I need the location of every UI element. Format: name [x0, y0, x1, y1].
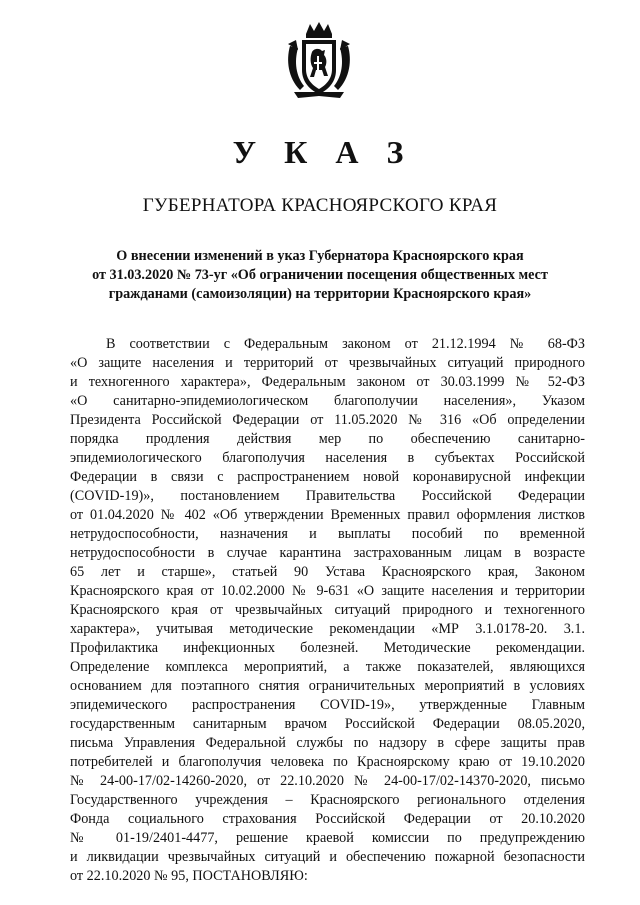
document-subject	[60, 247, 580, 304]
body-line: потребителей и благополучия человека по Красноярскому краю от 19.10.2020	[70, 754, 585, 770]
body-line: Государственного учреждения – Красноярского регионального отделения	[70, 792, 585, 808]
document-body	[70, 335, 585, 886]
subject-line: О внесении изменений в указ Губернатора Красноярского края	[116, 248, 524, 264]
body-line: Фонда социального страхования Российской Федерации от 20.10.2020	[70, 811, 585, 827]
body-line: государственным санитарным врачом Российской Федерации 08.05.2020,	[70, 716, 585, 732]
body-line: порядка продления действия мер по обеспечению санитарно-	[70, 431, 585, 447]
body-line: 65 лет и старше», статьей 90 Устава Красноярского края, Законом	[70, 564, 585, 580]
subject-line: от 31.03.2020 № 73-уг «Об ограничении посещения общественных мест	[92, 267, 548, 283]
body-line: Президента Российской Федерации от 11.05.2020 № 316 «Об определении	[70, 412, 585, 428]
body-line: Красноярского края от 10.02.2000 № 9-631 «О защите населения и территории	[70, 583, 585, 599]
coat-of-arms-icon	[284, 20, 354, 102]
document-type-title: У К А З	[232, 134, 414, 170]
body-line: Определение комплекса мероприятий, а также показателей, являющихся	[70, 659, 585, 675]
body-line: «О защите населения и территорий от чрезвычайных ситуаций природного	[70, 355, 585, 371]
body-line: Профилактика инфекционных болезней. Методические рекомендации.	[70, 640, 585, 656]
body-line: Красноярского края от чрезвычайных ситуаций природного и техногенного	[70, 602, 585, 618]
body-line: и ликвидации чрезвычайных ситуаций и обеспечению пожарной безопасности	[70, 849, 585, 865]
body-line: эпидемического распространения COVID-19», утвержденные Главным	[70, 697, 585, 713]
body-line: № 01-19/2401-4477, решение краевой комиссии по предупреждению	[70, 830, 585, 846]
body-line: эпидемиологического благополучия населения в субъектах Российской	[70, 450, 585, 466]
body-line: «О санитарно-эпидемиологическом благополучии населения», Указом	[70, 393, 585, 409]
subject-line: гражданами (самоизоляции) на территории Красноярского края»	[108, 286, 532, 302]
body-line: (COVID-19)», постановлением Правительства Российской Федерации	[70, 488, 585, 504]
body-line: основанием для поэтапного снятия ограничительных мероприятий в условиях	[70, 678, 585, 694]
body-line: № 24-00-17/02-14260-2020, от 22.10.2020 № 24-00-17/02-14370-2020, письмо	[70, 773, 585, 789]
body-line: Федерации в связи с распространением новой коронавирусной инфекции	[70, 469, 585, 485]
body-line: В соответствии с Федеральным законом от 21.12.1994 № 68-ФЗ	[106, 336, 585, 352]
body-line: характера», учитывая методические рекомендации «МР 3.1.0178-20. 3.1.	[70, 621, 585, 637]
body-line: нетрудоспособности в случае карантина застрахованным лицам в возрасте	[70, 545, 585, 561]
body-line: нетрудоспособности, назначения и выплаты пособий по временной	[70, 526, 585, 542]
body-line: письма Управления Федеральной службы по надзору в сфере защиты прав	[70, 735, 585, 751]
document-issuer: ГУБЕРНАТОРА КРАСНОЯРСКОГО КРАЯ	[142, 195, 498, 216]
body-line: и техногенного характера», Федеральным законом от 30.03.1999 № 52-ФЗ	[70, 374, 585, 390]
body-line: от 22.10.2020 № 95, ПОСТАНОВЛЯЮ:	[70, 868, 308, 884]
body-line: от 01.04.2020 № 402 «Об утверждении Временных правил оформления листков	[70, 507, 585, 523]
